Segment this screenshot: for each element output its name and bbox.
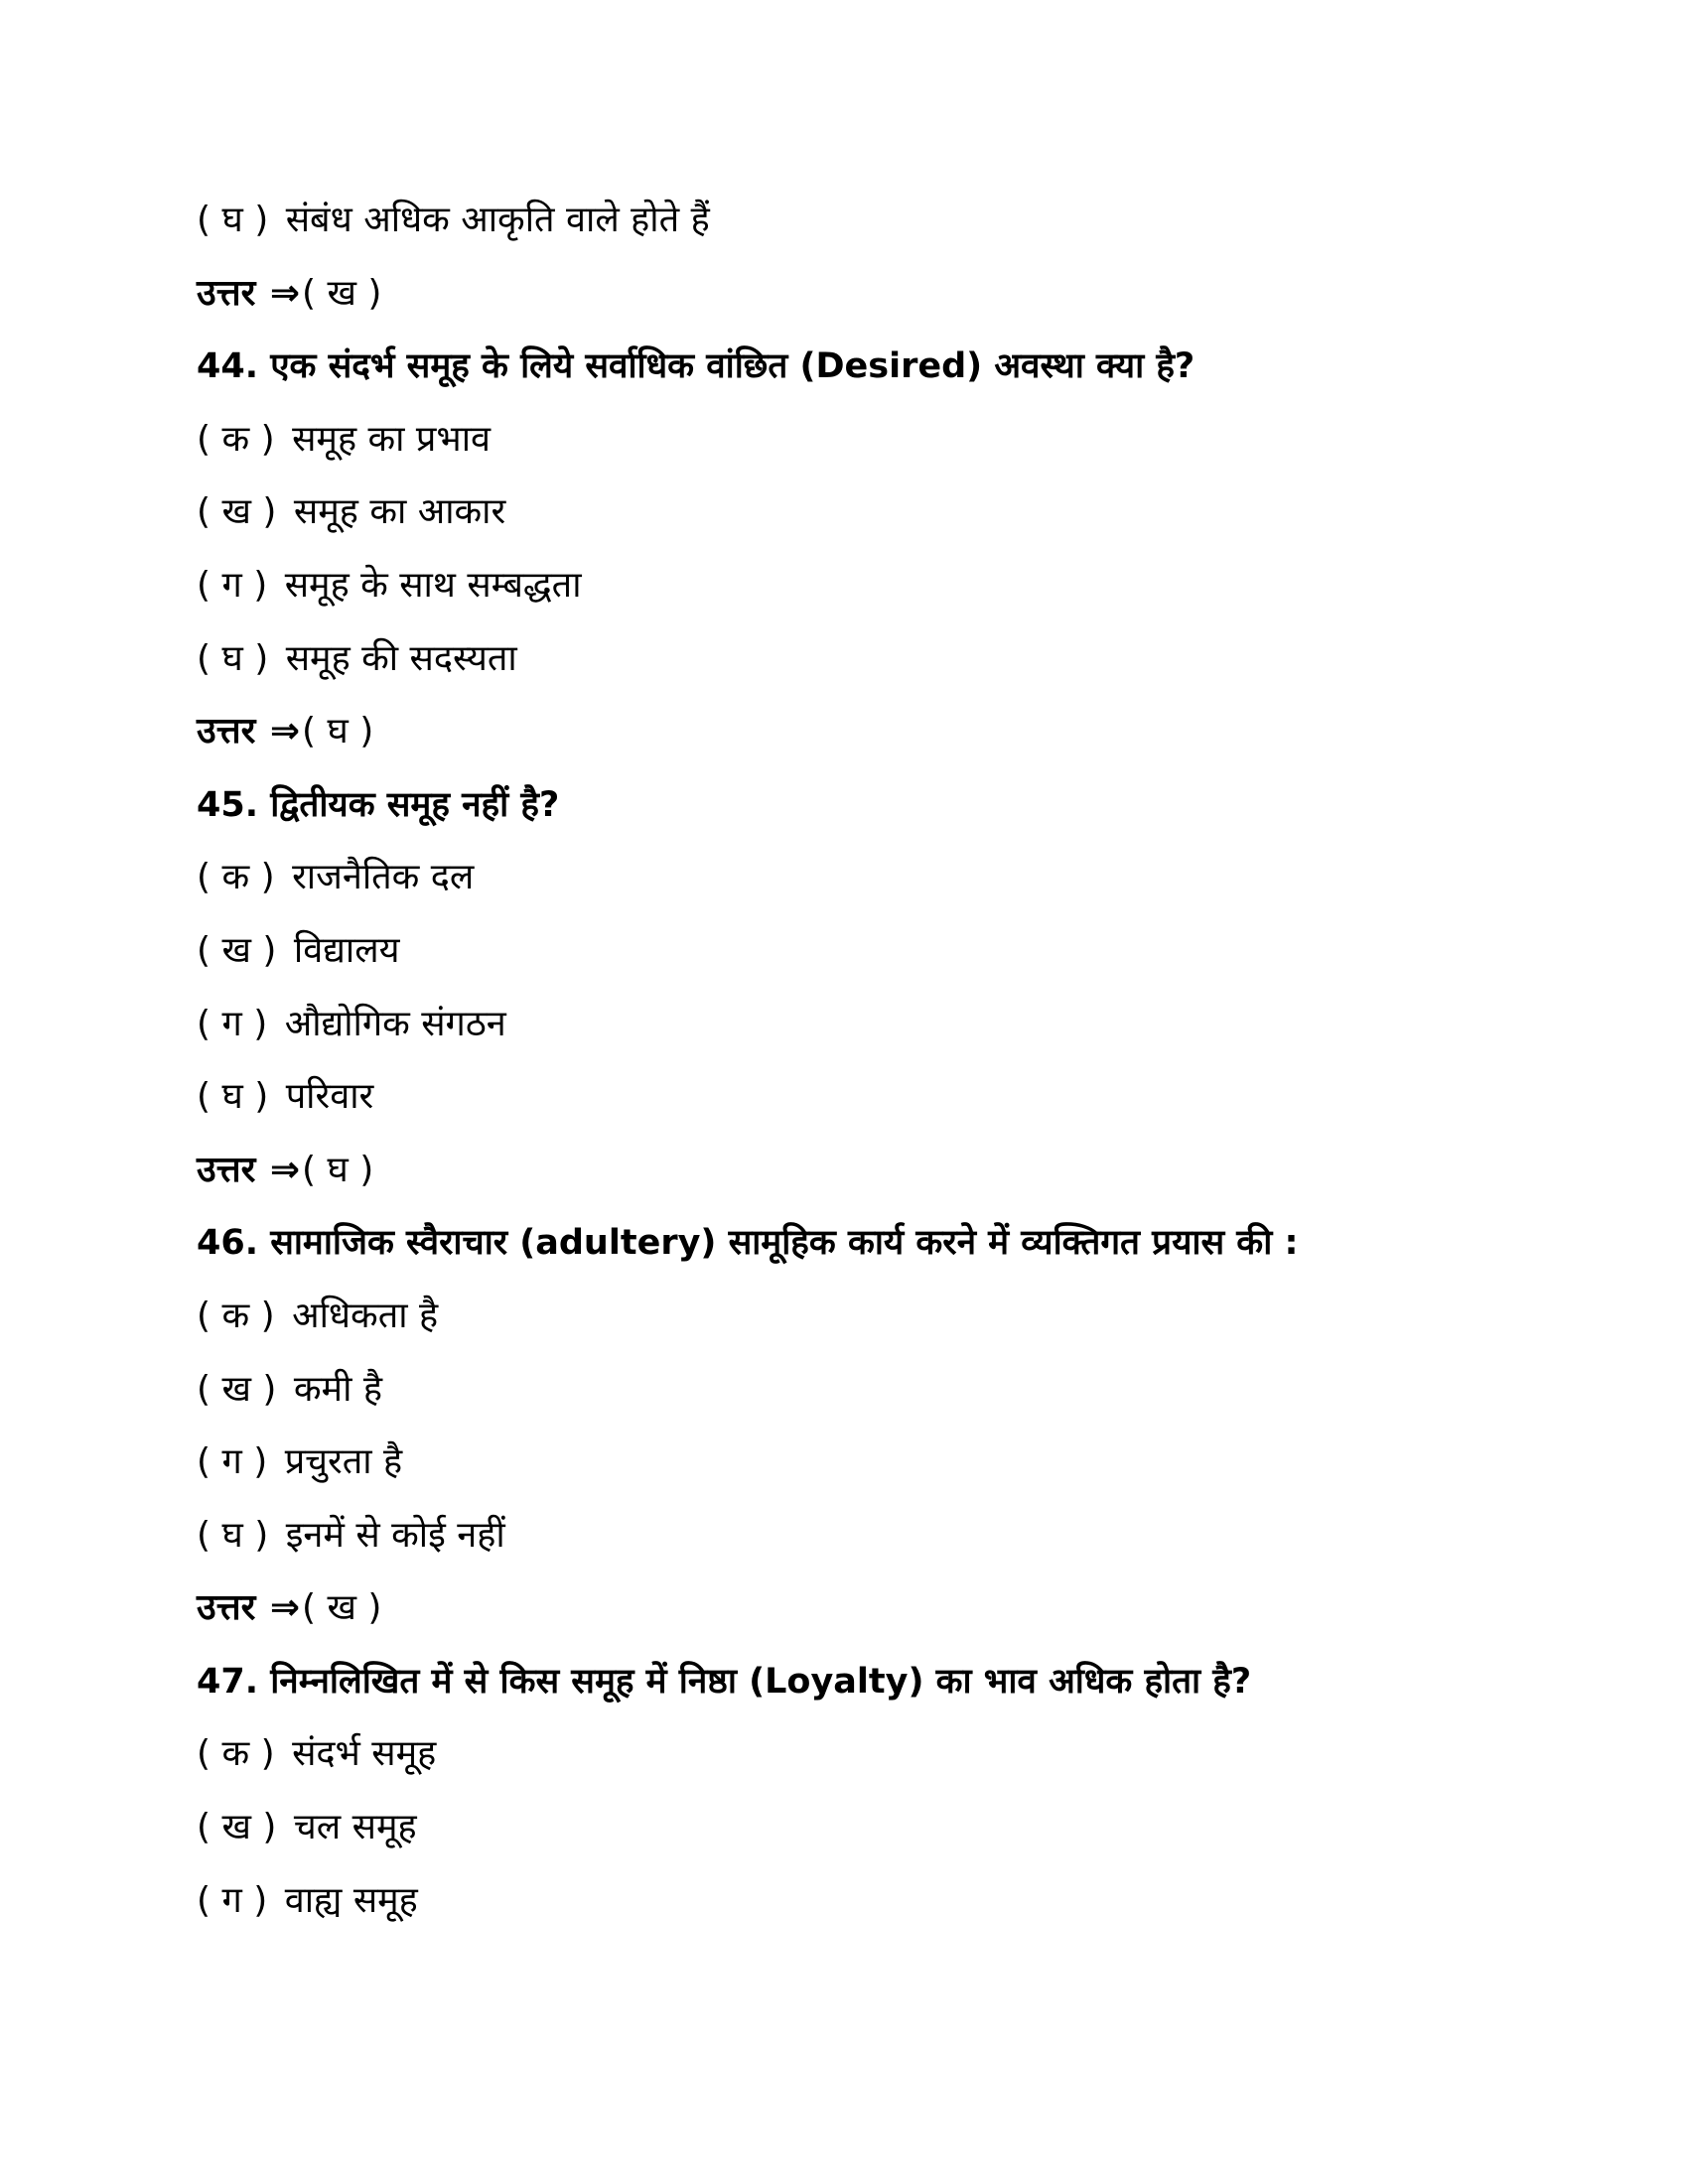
question-number: 46.	[197, 1223, 259, 1264]
answer-arrow-icon: ⇒	[269, 711, 301, 752]
answer-value: ( ख )	[302, 1587, 382, 1629]
answer-arrow-icon: ⇒	[269, 1587, 301, 1629]
option-text: कमी है	[293, 1368, 382, 1410]
question-text: द्वितीयक समूह नहीं है?	[270, 784, 560, 825]
answer-arrow-icon: ⇒	[269, 1149, 301, 1190]
option-line	[197, 413, 1587, 486]
option-line	[197, 1290, 1587, 1363]
option-label: ( घ )	[197, 637, 269, 679]
option-text: औद्योगिक संगठन	[284, 1003, 506, 1044]
option-text: विद्यालय	[293, 929, 400, 971]
answer-arrow-icon: ⇒	[269, 272, 301, 314]
question-number: 44.	[197, 346, 259, 387]
option-label: ( ग )	[197, 1879, 268, 1921]
option-label: ( ग )	[197, 1441, 268, 1483]
answer-label: उत्तर	[197, 1587, 256, 1629]
option-label: ( घ )	[197, 1514, 269, 1556]
answer-value: ( ख )	[302, 272, 382, 314]
option-text: वाह्य समूह	[284, 1879, 418, 1921]
document-body	[197, 194, 1587, 1947]
question-text: निम्नलिखित में से किस समूह में निष्ठा (Loyalty) का भाव अधिक होता है?	[270, 1661, 1252, 1702]
question-text: सामाजिक स्वैराचार (adultery) सामूहिक कार्य करने में व्यक्तिगत प्रयास की :	[270, 1223, 1299, 1264]
option-label: ( ख )	[197, 929, 277, 971]
option-line	[197, 1727, 1587, 1801]
answer-line	[197, 267, 1587, 341]
option-label: ( ग )	[197, 564, 268, 606]
option-text: अधिकता है	[292, 1295, 439, 1336]
answer-line	[197, 705, 1587, 778]
option-line	[197, 924, 1587, 998]
answer-value: ( घ )	[302, 1149, 374, 1190]
answer-line	[197, 1581, 1587, 1655]
option-line	[197, 1070, 1587, 1144]
option-label: ( क )	[197, 418, 275, 460]
option-label: ( ख )	[197, 1807, 277, 1848]
option-line	[197, 998, 1587, 1071]
option-label: ( ग )	[197, 1003, 268, 1044]
option-line	[197, 851, 1587, 924]
option-label: ( ख )	[197, 491, 277, 533]
option-line	[197, 1435, 1587, 1509]
question-number: 45.	[197, 784, 259, 825]
question-line	[197, 778, 1587, 852]
question-line	[197, 1655, 1587, 1728]
option-line	[197, 1363, 1587, 1436]
option-text: संदर्भ समूह	[292, 1733, 437, 1775]
option-text: समूह की सदस्यता	[285, 637, 517, 679]
question-number: 47.	[197, 1661, 259, 1702]
option-text: इनमें से कोई नहीं	[285, 1514, 505, 1556]
option-label: ( घ )	[197, 200, 269, 240]
answer-value: ( घ )	[302, 711, 374, 752]
option-text: राजनैतिक दल	[292, 857, 475, 898]
option-line	[197, 194, 1587, 267]
option-line	[197, 632, 1587, 706]
answer-label: उत्तर	[197, 711, 256, 752]
option-line	[197, 485, 1587, 559]
answer-label: उत्तर	[197, 1149, 256, 1190]
option-label: ( ख )	[197, 1368, 277, 1410]
option-label: ( क )	[197, 1733, 275, 1775]
option-label: ( क )	[197, 1295, 275, 1336]
option-text: समूह का प्रभाव	[292, 418, 492, 460]
question-line	[197, 340, 1587, 413]
option-label: ( क )	[197, 857, 275, 898]
option-text: परिवार	[285, 1076, 374, 1118]
option-line	[197, 559, 1587, 632]
option-line	[197, 1801, 1587, 1874]
option-label: ( घ )	[197, 1076, 269, 1118]
answer-label: उत्तर	[197, 272, 256, 314]
option-text: समूह के साथ सम्बद्धता	[284, 564, 582, 606]
option-text: संबंध अधिक आकृति वाले होते हैं	[285, 200, 710, 240]
option-text: प्रचुरता है	[284, 1441, 403, 1483]
option-text: समूह का आकार	[293, 491, 506, 533]
option-line	[197, 1509, 1587, 1582]
option-text: चल समूह	[293, 1807, 417, 1848]
question-text: एक संदर्भ समूह के लिये सर्वाधिक वांछित (Desired) अवस्था क्या है?	[270, 346, 1196, 387]
option-line	[197, 1874, 1587, 1948]
answer-line	[197, 1144, 1587, 1217]
question-line	[197, 1216, 1587, 1290]
